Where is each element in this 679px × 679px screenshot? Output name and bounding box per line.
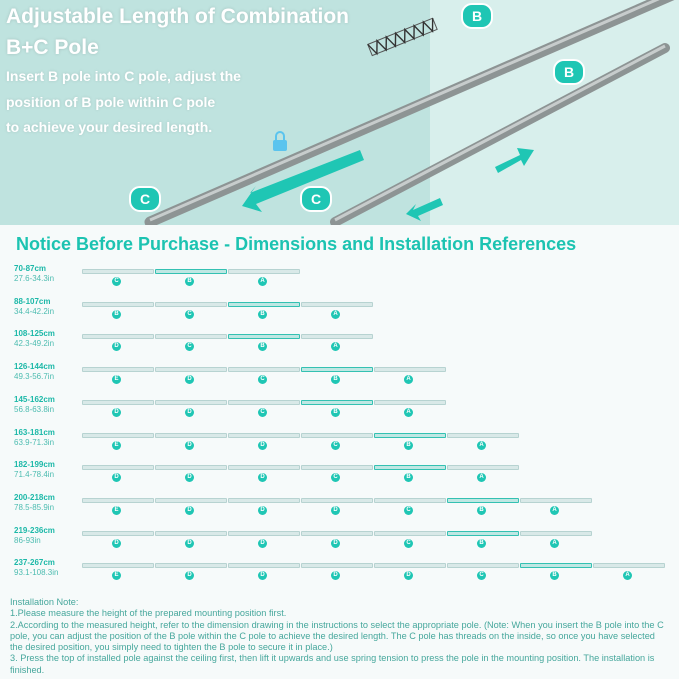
pole-letter-badge: C bbox=[185, 310, 194, 319]
pole-letter-badge: D bbox=[112, 408, 121, 417]
pole-segment bbox=[447, 433, 519, 438]
pole-segment bbox=[82, 400, 154, 405]
hero-section bbox=[0, 0, 679, 225]
pole-segment bbox=[228, 433, 300, 438]
pole-segment bbox=[82, 465, 154, 470]
pole-letter-badge: A bbox=[331, 342, 340, 351]
row-dimension-label bbox=[14, 558, 58, 578]
row-inch: 56.8-63.8in bbox=[14, 404, 55, 414]
pole-letter-badge: C bbox=[404, 506, 413, 515]
hero-illustration bbox=[0, 0, 679, 225]
pole-letter-badge: A bbox=[404, 375, 413, 384]
pole-letter-badge: D bbox=[185, 441, 194, 450]
pole-segment bbox=[155, 367, 227, 372]
pole-segment bbox=[82, 498, 154, 503]
label-c-badge: C bbox=[129, 186, 161, 212]
pole-segment bbox=[228, 334, 300, 339]
pole-segment bbox=[155, 531, 227, 536]
pole-segment bbox=[520, 531, 592, 536]
pole-letter-badge: D bbox=[112, 473, 121, 482]
row-dimension-label bbox=[14, 297, 54, 317]
pole-letter-badge: C bbox=[258, 408, 267, 417]
instruction-line1: Insert B pole into C pole, adjust the bbox=[6, 68, 241, 84]
pole-letter-badge: A bbox=[550, 539, 559, 548]
pole-segment bbox=[155, 269, 227, 274]
pole-letter-badge: C bbox=[258, 375, 267, 384]
pole-segment bbox=[228, 269, 300, 274]
pole-segment bbox=[374, 531, 446, 536]
pole-segment bbox=[301, 498, 373, 503]
pole-letter-badge: A bbox=[477, 473, 486, 482]
pole-letter-badge: A bbox=[331, 310, 340, 319]
label-b-badge: B bbox=[553, 59, 585, 85]
pole-segment bbox=[301, 302, 373, 307]
pole-letter-badge: D bbox=[185, 539, 194, 548]
pole-letter-badge: E bbox=[112, 441, 121, 450]
label-c-badge: C bbox=[300, 186, 332, 212]
pole-letter-badge: A bbox=[550, 506, 559, 515]
pole-letter-badge: A bbox=[477, 441, 486, 450]
pole-segment bbox=[82, 269, 154, 274]
row-cm: 163-181cm bbox=[14, 427, 55, 437]
pole-segment bbox=[155, 465, 227, 470]
pole-letter-badge: B bbox=[477, 539, 486, 548]
row-dimension-label bbox=[14, 329, 55, 349]
pole-letter-badge: D bbox=[185, 408, 194, 417]
headline-line2: B+C Pole bbox=[6, 36, 99, 59]
instruction-line3: to achieve your desired length. bbox=[6, 119, 213, 135]
pole-segment bbox=[301, 465, 373, 470]
pole-segment bbox=[520, 563, 592, 568]
pole-segment bbox=[155, 563, 227, 568]
pole-segment bbox=[228, 302, 300, 307]
pole-segment bbox=[155, 334, 227, 339]
row-cm: 219-236cm bbox=[14, 525, 55, 535]
row-inch: 78.5-85.9in bbox=[14, 502, 55, 512]
pole-segment bbox=[228, 400, 300, 405]
pole-segment bbox=[447, 563, 519, 568]
pole-segment bbox=[301, 367, 373, 372]
pole-letter-badge: D bbox=[258, 473, 267, 482]
row-inch: 27.6-34.3in bbox=[14, 274, 55, 283]
row-inch: 71.4-78.4in bbox=[14, 470, 55, 480]
row-dimension-label bbox=[14, 264, 54, 284]
pole-segment bbox=[82, 433, 154, 438]
pole-letter-badge: B bbox=[331, 408, 340, 417]
pole-letter-badge: D bbox=[331, 506, 340, 515]
row-cm: 88-107cm bbox=[14, 296, 51, 306]
row-cm: 237-267cm bbox=[14, 558, 55, 568]
pole-segment bbox=[82, 563, 154, 568]
pole-letter-badge: C bbox=[185, 342, 194, 351]
section-title: Notice Before Purchase - Dimensions and Installation References bbox=[16, 234, 577, 254]
pole-letter-badge: B bbox=[331, 375, 340, 384]
pole-letter-badge: C bbox=[331, 473, 340, 482]
pole-letter-badge: E bbox=[112, 375, 121, 384]
pole-letter-badge: D bbox=[404, 571, 413, 580]
pole-letter-badge: D bbox=[331, 571, 340, 580]
pole-segment bbox=[593, 563, 665, 568]
pole-letter-badge: A bbox=[623, 571, 632, 580]
pole-letter-badge: D bbox=[331, 539, 340, 548]
pole-letter-badge: B bbox=[477, 506, 486, 515]
pole-letter-badge: C bbox=[112, 277, 121, 286]
row-dimension-label bbox=[14, 460, 55, 480]
pole-segment bbox=[155, 302, 227, 307]
pole-letter-badge: C bbox=[477, 571, 486, 580]
pole-letter-badge: D bbox=[185, 571, 194, 580]
note-line3: 3. Press the top of installed pole against the ceiling first, then lift it upwards and use spring tension to press the pole in the mounting position. The installation is finished. bbox=[10, 653, 655, 675]
pole-segment bbox=[82, 531, 154, 536]
pole-letter-badge: D bbox=[112, 539, 121, 548]
pole-segment bbox=[447, 465, 519, 470]
note-line1: 1.Please measure the height of the prepared mounting position first. bbox=[10, 608, 287, 619]
pole-letter-badge: B bbox=[404, 473, 413, 482]
pole-letter-badge: D bbox=[258, 539, 267, 548]
pole-segment bbox=[374, 400, 446, 405]
pole-segment bbox=[301, 334, 373, 339]
pole-segment bbox=[301, 400, 373, 405]
pole-letter-badge: E bbox=[112, 571, 121, 580]
pole-segment bbox=[82, 367, 154, 372]
instruction-line2: position of B pole within C pole bbox=[6, 94, 216, 110]
label-b-badge: B bbox=[461, 3, 493, 29]
pole-letter-badge: C bbox=[331, 441, 340, 450]
pole-letter-badge: A bbox=[258, 277, 267, 286]
pole-letter-badge: B bbox=[404, 441, 413, 450]
pole-segment bbox=[374, 498, 446, 503]
pole-segment bbox=[155, 400, 227, 405]
row-dimension-label bbox=[14, 428, 55, 448]
row-cm: 108-125cm bbox=[14, 329, 55, 339]
row-inch: 93.1-108.3in bbox=[14, 568, 59, 578]
row-inch: 49.3-56.7in bbox=[14, 372, 55, 382]
row-dimension-label bbox=[14, 493, 55, 513]
pole-segment bbox=[155, 433, 227, 438]
pole-segment bbox=[447, 498, 519, 503]
pole-segment bbox=[82, 334, 154, 339]
pole-letter-badge: D bbox=[185, 375, 194, 384]
pole-segment bbox=[301, 531, 373, 536]
row-dimension-label bbox=[14, 395, 55, 415]
note-heading: Installation Note: bbox=[10, 597, 79, 607]
row-cm: 126-144cm bbox=[14, 362, 55, 372]
pole-letter-badge: D bbox=[185, 506, 194, 515]
pole-segment bbox=[228, 531, 300, 536]
pole-letter-badge: D bbox=[112, 342, 121, 351]
row-cm: 145-162cm bbox=[14, 394, 55, 404]
row-cm: 200-218cm bbox=[14, 492, 55, 502]
pole-segment bbox=[301, 433, 373, 438]
pole-letter-badge: D bbox=[258, 571, 267, 580]
pole-segment bbox=[228, 367, 300, 372]
pole-segment bbox=[228, 563, 300, 568]
row-cm: 182-199cm bbox=[14, 460, 55, 470]
pole-letter-badge: D bbox=[185, 473, 194, 482]
row-inch: 34.4-42.2in bbox=[14, 306, 55, 316]
headline-line1: Adjustable Length of Combination bbox=[6, 5, 349, 28]
pole-segment bbox=[374, 433, 446, 438]
pole-letter-badge: B bbox=[185, 277, 194, 286]
row-dimension-label bbox=[14, 526, 55, 546]
pole-letter-badge: C bbox=[404, 539, 413, 548]
row-inch: 63.9-71.3in bbox=[14, 437, 55, 447]
note-line2: 2.According to the measured height, refer to the dimension drawing in the instructions to select the appropriate pole. (Note: When you insert the B pole into the C pole, you can adjust the position of the B pole within the C pole to achieve the desired length. The C pole has threads on the inside, so once you have selected the desired position, you simply need to tighten the B pole to secure it in place.) bbox=[10, 619, 664, 653]
pole-segment bbox=[301, 563, 373, 568]
row-inch: 86-93in bbox=[14, 535, 41, 545]
pole-letter-badge: B bbox=[550, 571, 559, 580]
pole-letter-badge: E bbox=[112, 506, 121, 515]
pole-letter-badge: A bbox=[404, 408, 413, 417]
pole-segment bbox=[447, 531, 519, 536]
pole-segment bbox=[228, 465, 300, 470]
pole-segment bbox=[520, 498, 592, 503]
row-dimension-label bbox=[14, 362, 55, 382]
pole-letter-badge: B bbox=[258, 342, 267, 351]
pole-segment bbox=[82, 302, 154, 307]
pole-letter-badge: D bbox=[258, 441, 267, 450]
installation-note bbox=[10, 597, 670, 676]
pole-letter-badge: B bbox=[258, 310, 267, 319]
pole-letter-badge: B bbox=[112, 310, 121, 319]
pole-segment bbox=[374, 367, 446, 372]
pole-segment bbox=[374, 465, 446, 470]
pole-segment bbox=[374, 563, 446, 568]
pole-letter-badge: D bbox=[258, 506, 267, 515]
pole-segment bbox=[228, 498, 300, 503]
pole-segment bbox=[155, 498, 227, 503]
row-inch: 42.3-49.2in bbox=[14, 339, 55, 349]
row-cm: 70-87cm bbox=[14, 264, 47, 273]
